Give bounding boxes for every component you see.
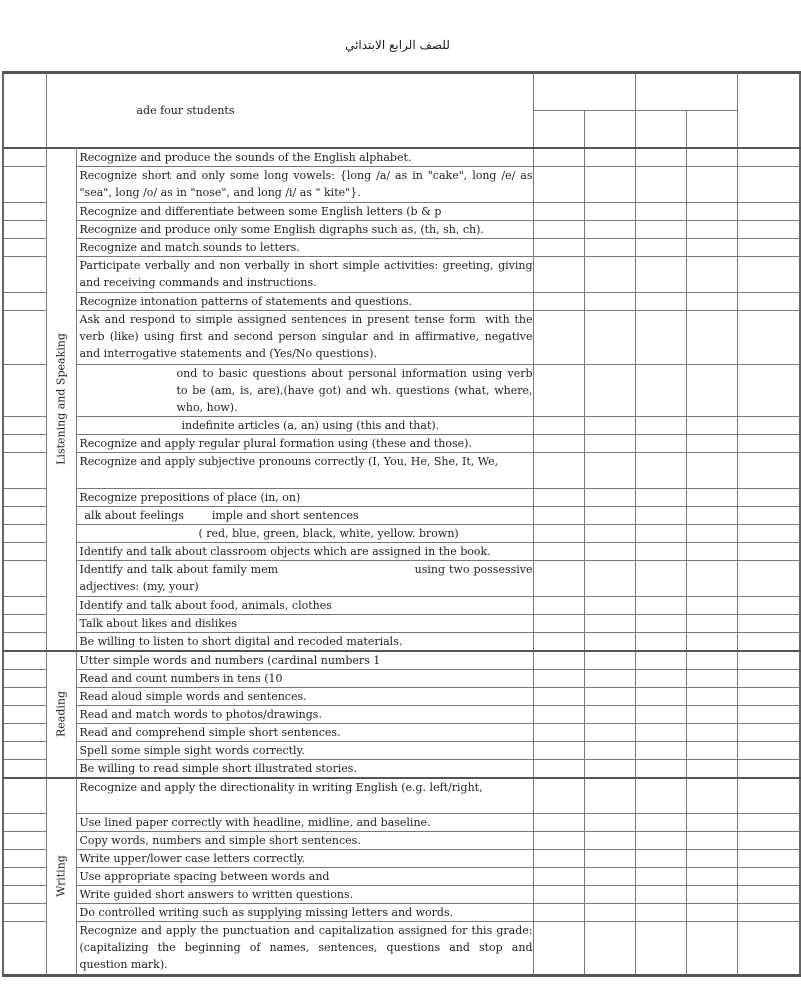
row-blank-cell bbox=[3, 651, 46, 670]
row-blank-cell bbox=[3, 741, 46, 759]
rating-cell[interactable] bbox=[533, 292, 584, 310]
rating-cell[interactable] bbox=[635, 705, 686, 723]
rating-cell[interactable] bbox=[584, 148, 635, 167]
rating-cell[interactable] bbox=[635, 364, 686, 416]
outcome-text: indefinite articles (a, an) using (this and that). bbox=[76, 416, 533, 434]
row-blank-cell bbox=[3, 687, 46, 705]
table-row bbox=[3, 238, 800, 256]
rating-cell[interactable] bbox=[737, 596, 800, 614]
rating-cell[interactable] bbox=[533, 596, 584, 614]
table-row bbox=[3, 723, 800, 741]
rating-header-2 bbox=[635, 73, 737, 111]
section-label-cell bbox=[46, 778, 76, 976]
rating-cell[interactable] bbox=[533, 814, 584, 832]
rating-cell[interactable] bbox=[584, 741, 635, 759]
rating-cell[interactable] bbox=[533, 256, 584, 292]
rating-cell[interactable] bbox=[635, 220, 686, 238]
outcome-text: Talk about likes and dislikes bbox=[76, 614, 533, 632]
outcome-text: Recognize and produce only some English digraphs such as, (th, sh, ch). bbox=[76, 220, 533, 238]
table-row bbox=[3, 759, 800, 778]
row-blank-cell bbox=[3, 614, 46, 632]
table-row bbox=[3, 868, 800, 886]
rating-cell[interactable] bbox=[635, 651, 686, 670]
evaluation-table bbox=[2, 71, 801, 977]
rating-cell[interactable] bbox=[635, 256, 686, 292]
rating-cell[interactable] bbox=[635, 741, 686, 759]
rating-cell[interactable] bbox=[635, 687, 686, 705]
rating-cell[interactable] bbox=[584, 238, 635, 256]
rating-cell[interactable] bbox=[533, 220, 584, 238]
section-label-cell bbox=[46, 651, 76, 778]
rating-cell[interactable] bbox=[533, 310, 584, 364]
row-blank-cell bbox=[3, 220, 46, 238]
row-blank-cell bbox=[3, 868, 46, 886]
rating-cell[interactable] bbox=[584, 886, 635, 904]
rating-cell[interactable] bbox=[533, 651, 584, 670]
table-row bbox=[3, 310, 800, 364]
rating-cell[interactable] bbox=[737, 651, 800, 670]
rating-cell[interactable] bbox=[635, 669, 686, 687]
rating-cell[interactable] bbox=[533, 614, 584, 632]
row-blank-cell bbox=[3, 886, 46, 904]
rating-cell[interactable] bbox=[635, 832, 686, 850]
row-blank-cell bbox=[3, 832, 46, 850]
rating-cell[interactable] bbox=[584, 651, 635, 670]
outcome-text: ( red, blue, green, black, white, yellow. brown) bbox=[76, 524, 533, 542]
rating-cell[interactable] bbox=[584, 256, 635, 292]
row-blank-cell bbox=[3, 596, 46, 614]
rating-cell[interactable] bbox=[686, 705, 737, 723]
rating-cell[interactable] bbox=[737, 256, 800, 292]
page-header bbox=[0, 38, 800, 54]
table-row bbox=[3, 488, 800, 506]
rating-cell[interactable] bbox=[584, 560, 635, 596]
rating-cell[interactable] bbox=[737, 814, 800, 832]
rating-subheader bbox=[584, 111, 635, 148]
rating-cell[interactable] bbox=[737, 778, 800, 814]
rating-cell[interactable] bbox=[686, 416, 737, 434]
rating-cell[interactable] bbox=[686, 741, 737, 759]
outcome-text: alk about feelings imple and short sentences bbox=[76, 506, 533, 524]
row-blank-cell bbox=[3, 560, 46, 596]
outcome-text: Identify and talk about food, animals, clothes bbox=[76, 596, 533, 614]
outcome-text: Recognize intonation patterns of statements and questions. bbox=[76, 292, 533, 310]
rating-cell[interactable] bbox=[584, 669, 635, 687]
rating-cell[interactable] bbox=[635, 452, 686, 488]
rating-cell[interactable] bbox=[584, 687, 635, 705]
outcome-text: Utter simple words and numbers (cardinal numbers 1 bbox=[76, 651, 533, 670]
rating-cell[interactable] bbox=[584, 614, 635, 632]
rating-cell[interactable] bbox=[737, 632, 800, 651]
rating-cell[interactable] bbox=[737, 614, 800, 632]
outcome-text: Read aloud simple words and sentences. bbox=[76, 687, 533, 705]
row-blank-cell bbox=[3, 364, 46, 416]
table-row bbox=[3, 434, 800, 452]
rating-cell[interactable] bbox=[635, 614, 686, 632]
row-blank-cell bbox=[3, 506, 46, 524]
rating-cell[interactable] bbox=[686, 778, 737, 814]
rating-cell[interactable] bbox=[737, 434, 800, 452]
rating-cell[interactable] bbox=[533, 886, 584, 904]
rating-cell[interactable] bbox=[533, 832, 584, 850]
row-blank-cell bbox=[3, 292, 46, 310]
rating-cell[interactable] bbox=[584, 310, 635, 364]
row-blank-cell bbox=[3, 310, 46, 364]
rating-cell[interactable] bbox=[533, 452, 584, 488]
row-blank-cell bbox=[3, 202, 46, 220]
rating-cell[interactable] bbox=[584, 364, 635, 416]
table-row bbox=[3, 687, 800, 705]
row-blank-cell bbox=[3, 416, 46, 434]
outcome-text: Participate verbally and non verbally in short simple activities: greeting, giving and receiving commands and instructions. bbox=[76, 256, 533, 292]
rating-cell[interactable] bbox=[635, 416, 686, 434]
rating-cell[interactable] bbox=[686, 850, 737, 868]
rating-cell[interactable] bbox=[584, 922, 635, 976]
outcome-text: Recognize and apply the directionality in writing English (e.g. left/right, bbox=[76, 778, 533, 814]
outcome-text: Read and match words to photos/drawings. bbox=[76, 705, 533, 723]
rating-cell[interactable] bbox=[686, 687, 737, 705]
outcome-text: Write guided short answers to written questions. bbox=[76, 886, 533, 904]
outcome-text: Be willing to read simple short illustrated stories. bbox=[76, 759, 533, 778]
table-row bbox=[3, 148, 800, 167]
rating-cell[interactable] bbox=[686, 651, 737, 670]
rating-cell[interactable] bbox=[635, 596, 686, 614]
rating-cell[interactable] bbox=[737, 220, 800, 238]
rating-cell[interactable] bbox=[686, 148, 737, 167]
rating-subheader bbox=[635, 111, 686, 148]
rating-cell[interactable] bbox=[635, 759, 686, 778]
outcome-text: Recognize and apply the punctuation and capitalization assigned for this grade: (capitalizing the beginning of names, sentences, questions and stop and question mark). bbox=[76, 922, 533, 976]
rating-cell[interactable] bbox=[686, 868, 737, 886]
rating-cell[interactable] bbox=[737, 687, 800, 705]
rating-cell[interactable] bbox=[635, 238, 686, 256]
header-blank-cell bbox=[3, 73, 46, 148]
rating-cell[interactable] bbox=[686, 434, 737, 452]
rating-cell[interactable] bbox=[584, 705, 635, 723]
rating-cell[interactable] bbox=[737, 832, 800, 850]
table-row bbox=[3, 220, 800, 238]
row-blank-cell bbox=[3, 632, 46, 651]
row-blank-cell bbox=[3, 705, 46, 723]
rating-cell[interactable] bbox=[686, 596, 737, 614]
outcome-text: Read and count numbers in tens (10 bbox=[76, 669, 533, 687]
rating-cell[interactable] bbox=[737, 416, 800, 434]
rating-cell[interactable] bbox=[686, 922, 737, 976]
rating-cell[interactable] bbox=[737, 741, 800, 759]
row-blank-cell bbox=[3, 452, 46, 488]
rating-cell[interactable] bbox=[686, 886, 737, 904]
table-row bbox=[3, 632, 800, 651]
row-blank-cell bbox=[3, 542, 46, 560]
rating-cell[interactable] bbox=[533, 560, 584, 596]
rating-cell[interactable] bbox=[584, 452, 635, 488]
rating-cell[interactable] bbox=[737, 524, 800, 542]
outcome-text: Recognize prepositions of place (in, on) bbox=[76, 488, 533, 506]
rating-cell[interactable] bbox=[584, 596, 635, 614]
outcome-text: Spell some simple sight words correctly. bbox=[76, 741, 533, 759]
rating-cell[interactable] bbox=[686, 238, 737, 256]
rating-cell[interactable] bbox=[635, 850, 686, 868]
rating-cell[interactable] bbox=[635, 904, 686, 922]
rating-cell[interactable] bbox=[686, 524, 737, 542]
rating-cell[interactable] bbox=[584, 202, 635, 220]
row-blank-cell bbox=[3, 148, 46, 167]
rating-cell[interactable] bbox=[533, 741, 584, 759]
rating-cell[interactable] bbox=[584, 434, 635, 452]
rating-cell[interactable] bbox=[686, 256, 737, 292]
rating-cell[interactable] bbox=[686, 814, 737, 832]
outcome-text: Recognize and produce the sounds of the English alphabet. bbox=[76, 148, 533, 167]
row-blank-cell bbox=[3, 488, 46, 506]
rating-cell[interactable] bbox=[584, 723, 635, 741]
outcome-text: Ask and respond to simple assigned sentences in present tense form with the verb (like) using first and second person singular and in affirmative, negative and interrogative statements and (Yes/No questions). bbox=[76, 310, 533, 364]
outcome-text: Use appropriate spacing between words and bbox=[76, 868, 533, 886]
row-blank-cell bbox=[3, 778, 46, 814]
rating-cell[interactable] bbox=[533, 416, 584, 434]
row-blank-cell bbox=[3, 814, 46, 832]
rating-cell[interactable] bbox=[737, 868, 800, 886]
outcome-text: Write upper/lower case letters correctly. bbox=[76, 850, 533, 868]
table-row bbox=[3, 560, 800, 596]
rating-cell[interactable] bbox=[635, 202, 686, 220]
outcome-text: Identify and talk about classroom objects which are assigned in the book. bbox=[76, 542, 533, 560]
table-row bbox=[3, 832, 800, 850]
rating-cell[interactable] bbox=[686, 488, 737, 506]
row-blank-cell bbox=[3, 904, 46, 922]
rating-cell[interactable] bbox=[635, 886, 686, 904]
rating-cell[interactable] bbox=[533, 506, 584, 524]
row-blank-cell bbox=[3, 238, 46, 256]
table-row bbox=[3, 292, 800, 310]
rating-cell[interactable] bbox=[737, 364, 800, 416]
table-title-cell bbox=[46, 73, 533, 148]
rating-cell[interactable] bbox=[686, 220, 737, 238]
table-row bbox=[3, 741, 800, 759]
rating-cell[interactable] bbox=[635, 148, 686, 167]
table-row bbox=[3, 596, 800, 614]
rating-cell[interactable] bbox=[533, 904, 584, 922]
rating-cell[interactable] bbox=[533, 705, 584, 723]
rating-cell[interactable] bbox=[686, 542, 737, 560]
rating-cell[interactable] bbox=[686, 560, 737, 596]
outcome-text: Recognize and differentiate between some English letters (b & p bbox=[76, 202, 533, 220]
rating-cell[interactable] bbox=[737, 166, 800, 202]
table-row bbox=[3, 202, 800, 220]
rating-cell[interactable] bbox=[584, 524, 635, 542]
rating-cell[interactable] bbox=[584, 632, 635, 651]
rating-cell[interactable] bbox=[737, 723, 800, 741]
outcome-text: Recognize short and only some long vowels: {long /a/ as in "cake", long /e/ as "sea", long /o/ as in "nose", and long /i/ as " kite"}. bbox=[76, 166, 533, 202]
rating-cell[interactable] bbox=[635, 542, 686, 560]
rating-cell[interactable] bbox=[533, 488, 584, 506]
rating-cell[interactable] bbox=[686, 364, 737, 416]
rating-cell[interactable] bbox=[686, 832, 737, 850]
table-row bbox=[3, 904, 800, 922]
outcome-text: Copy words, numbers and simple short sentences. bbox=[76, 832, 533, 850]
rating-cell[interactable] bbox=[737, 669, 800, 687]
rating-cell[interactable] bbox=[584, 868, 635, 886]
rating-cell[interactable] bbox=[533, 868, 584, 886]
rating-cell[interactable] bbox=[635, 778, 686, 814]
rating-cell[interactable] bbox=[533, 723, 584, 741]
row-blank-cell bbox=[3, 524, 46, 542]
rating-cell[interactable] bbox=[533, 632, 584, 651]
rating-cell[interactable] bbox=[533, 687, 584, 705]
rating-cell[interactable] bbox=[635, 922, 686, 976]
table-row bbox=[3, 705, 800, 723]
rating-cell[interactable] bbox=[737, 759, 800, 778]
rating-cell[interactable] bbox=[737, 542, 800, 560]
outcome-text: Use lined paper correctly with headline, midline, and baseline. bbox=[76, 814, 533, 832]
rating-cell[interactable] bbox=[533, 524, 584, 542]
rating-cell[interactable] bbox=[584, 488, 635, 506]
outcome-text: Be willing to listen to short digital and recoded materials. bbox=[76, 632, 533, 651]
rating-cell[interactable] bbox=[584, 814, 635, 832]
table-row bbox=[3, 814, 800, 832]
row-blank-cell bbox=[3, 723, 46, 741]
rating-cell[interactable] bbox=[737, 705, 800, 723]
outcome-text: Recognize and apply subjective pronouns correctly (I, You, He, She, It, We, bbox=[76, 452, 533, 488]
rating-cell[interactable] bbox=[686, 614, 737, 632]
rating-cell[interactable] bbox=[635, 868, 686, 886]
header-title: للصف الرابع الابتدائي bbox=[345, 38, 450, 52]
rating-cell[interactable] bbox=[533, 850, 584, 868]
rating-cell[interactable] bbox=[686, 292, 737, 310]
outcome-text: Recognize and apply regular plural formation using (these and those). bbox=[76, 434, 533, 452]
rating-cell[interactable] bbox=[635, 524, 686, 542]
rating-cell[interactable] bbox=[533, 669, 584, 687]
rating-subheader bbox=[686, 111, 737, 148]
rating-cell[interactable] bbox=[737, 488, 800, 506]
rating-cell[interactable] bbox=[584, 506, 635, 524]
table-row bbox=[3, 452, 800, 488]
table-row bbox=[3, 886, 800, 904]
rating-cell[interactable] bbox=[584, 778, 635, 814]
table-row bbox=[3, 166, 800, 202]
table-row bbox=[3, 416, 800, 434]
outcome-text: ond to basic questions about personal information using verb to be (am, is, are),(have got) and wh. questions (what, where, who, how). bbox=[76, 364, 533, 416]
rating-cell[interactable] bbox=[533, 434, 584, 452]
outcome-text: Read and comprehend simple short sentences. bbox=[76, 723, 533, 741]
rating-cell[interactable] bbox=[635, 506, 686, 524]
rating-cell[interactable] bbox=[635, 434, 686, 452]
table-row bbox=[3, 850, 800, 868]
rating-cell[interactable] bbox=[533, 922, 584, 976]
rating-subheader bbox=[533, 111, 584, 148]
rating-cell[interactable] bbox=[635, 560, 686, 596]
rating-cell[interactable] bbox=[686, 669, 737, 687]
rating-cell[interactable] bbox=[584, 759, 635, 778]
rating-cell[interactable] bbox=[635, 632, 686, 651]
table-row bbox=[3, 922, 800, 976]
rating-cell[interactable] bbox=[584, 416, 635, 434]
rating-cell[interactable] bbox=[635, 310, 686, 364]
row-blank-cell bbox=[3, 922, 46, 976]
rating-cell[interactable] bbox=[737, 506, 800, 524]
rating-header-3 bbox=[737, 73, 800, 148]
outcome-text: Do controlled writing such as supplying missing letters and words. bbox=[76, 904, 533, 922]
rating-cell[interactable] bbox=[533, 166, 584, 202]
rating-cell[interactable] bbox=[533, 778, 584, 814]
rating-cell[interactable] bbox=[533, 759, 584, 778]
table-row bbox=[3, 614, 800, 632]
rating-cell[interactable] bbox=[737, 310, 800, 364]
row-blank-cell bbox=[3, 850, 46, 868]
rating-header-1 bbox=[533, 73, 635, 111]
table-row bbox=[3, 524, 800, 542]
rating-cell[interactable] bbox=[533, 238, 584, 256]
rating-cell[interactable] bbox=[533, 202, 584, 220]
rating-cell[interactable] bbox=[737, 238, 800, 256]
rating-cell[interactable] bbox=[737, 560, 800, 596]
rating-cell[interactable] bbox=[635, 814, 686, 832]
rating-cell[interactable] bbox=[635, 488, 686, 506]
rating-cell[interactable] bbox=[635, 723, 686, 741]
rating-cell[interactable] bbox=[686, 632, 737, 651]
section-label: Listening and Speaking bbox=[54, 333, 68, 465]
rating-cell[interactable] bbox=[686, 310, 737, 364]
rating-cell[interactable] bbox=[584, 832, 635, 850]
rating-cell[interactable] bbox=[584, 166, 635, 202]
rating-cell[interactable] bbox=[737, 886, 800, 904]
table-title: ade four students bbox=[136, 103, 235, 117]
rating-cell[interactable] bbox=[686, 202, 737, 220]
rating-cell[interactable] bbox=[686, 506, 737, 524]
rating-cell[interactable] bbox=[584, 220, 635, 238]
rating-cell[interactable] bbox=[584, 850, 635, 868]
rating-cell[interactable] bbox=[635, 166, 686, 202]
rating-cell[interactable] bbox=[584, 292, 635, 310]
section-label: Reading bbox=[54, 690, 68, 738]
row-blank-cell bbox=[3, 759, 46, 778]
outcome-text: Identify and talk about family mem using two possessive adjectives: (my, your) bbox=[76, 560, 533, 596]
rating-cell[interactable] bbox=[737, 148, 800, 167]
rating-cell[interactable] bbox=[686, 759, 737, 778]
row-blank-cell bbox=[3, 256, 46, 292]
rating-cell[interactable] bbox=[737, 202, 800, 220]
rating-cell[interactable] bbox=[584, 542, 635, 560]
table-row bbox=[3, 669, 800, 687]
section-label-cell bbox=[46, 148, 76, 651]
row-blank-cell bbox=[3, 434, 46, 452]
row-blank-cell bbox=[3, 166, 46, 202]
rating-cell[interactable] bbox=[686, 723, 737, 741]
table-row bbox=[3, 364, 800, 416]
row-blank-cell bbox=[3, 669, 46, 687]
rating-cell[interactable] bbox=[584, 904, 635, 922]
table-row bbox=[3, 542, 800, 560]
table-row bbox=[3, 256, 800, 292]
rating-cell[interactable] bbox=[533, 542, 584, 560]
table-row bbox=[3, 506, 800, 524]
rating-cell[interactable] bbox=[737, 922, 800, 976]
rating-cell[interactable] bbox=[737, 850, 800, 868]
table-row bbox=[3, 778, 800, 814]
rating-cell[interactable] bbox=[686, 904, 737, 922]
rating-cell[interactable] bbox=[737, 452, 800, 488]
rating-cell[interactable] bbox=[686, 452, 737, 488]
rating-cell[interactable] bbox=[737, 292, 800, 310]
table-row bbox=[3, 651, 800, 670]
rating-cell[interactable] bbox=[635, 292, 686, 310]
rating-cell[interactable] bbox=[533, 364, 584, 416]
rating-cell[interactable] bbox=[686, 166, 737, 202]
section-label: Writing bbox=[54, 855, 68, 898]
rating-cell[interactable] bbox=[737, 904, 800, 922]
outcome-text: Recognize and match sounds to letters. bbox=[76, 238, 533, 256]
rating-cell[interactable] bbox=[533, 148, 584, 167]
